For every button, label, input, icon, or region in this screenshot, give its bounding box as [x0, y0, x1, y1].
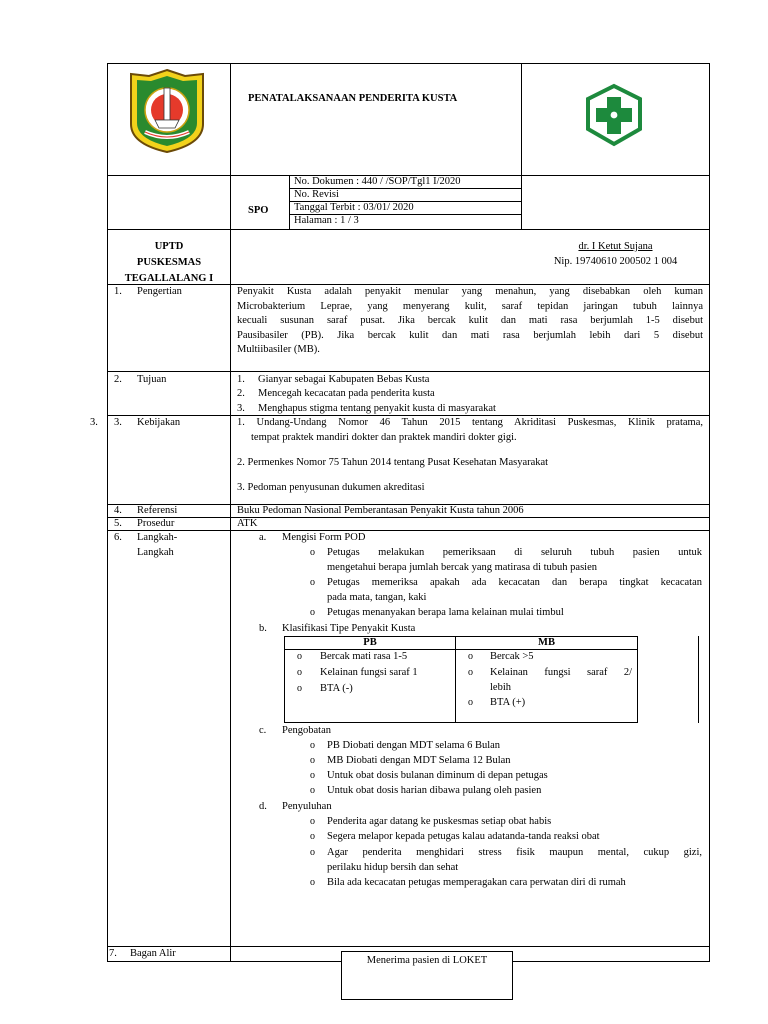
step-letter: a. — [259, 532, 267, 543]
bullet-icon: o — [310, 816, 315, 827]
signer-block — [522, 239, 709, 269]
bullet-icon: o — [310, 847, 315, 858]
bullet-icon: o — [297, 651, 302, 662]
section-number: 6. — [114, 532, 122, 543]
list-item: PB Diobati dengan MDT selama 6 Bulan — [327, 740, 501, 751]
bullet-icon: o — [468, 667, 473, 678]
list-item: Untuk obat dosis harian dibawa pulang oleh pasien — [327, 785, 542, 796]
section-number: 5. — [114, 518, 122, 529]
kebijakan-item-3: 3. Pedoman penyusunan dukumen akreditasi — [237, 482, 425, 493]
list-item: Agar penderita menghidari stress fisik maupun mental, cukup gizi, — [327, 847, 702, 858]
section-number: 2. — [114, 374, 122, 385]
bullet-icon: o — [297, 667, 302, 678]
bullet-icon: o — [310, 755, 315, 766]
column-header-pb: PB — [363, 637, 377, 648]
bullet-icon: o — [468, 651, 473, 662]
step-title: Klasifikasi Tipe Penyakit Kusta — [282, 623, 416, 634]
signer-name: dr. I Ketut Sujana — [578, 241, 653, 252]
list-item: Penderita agar datang ke puskesmas setiap obat habis — [327, 816, 552, 827]
list-item: 1. — [237, 374, 245, 385]
list-item: Bila ada kecacatan petugas memperagakan cara perwatan diri di rumah — [327, 877, 626, 888]
bullet-icon: o — [297, 683, 302, 694]
flowchart-box-label: Menerima pasien di LOKET — [366, 955, 488, 966]
section-number: 4. — [114, 505, 122, 516]
step-title: Penyuluhan — [282, 801, 332, 812]
section-label-langkah-2: Langkah — [137, 547, 174, 558]
bullet-icon: o — [310, 831, 315, 842]
list-item: 2. — [237, 388, 245, 399]
section-label-tujuan: Tujuan — [137, 374, 167, 385]
page-indicator: Halaman : 1 / 3 — [294, 215, 359, 226]
kebijakan-item-1-cont: tempat praktek mandiri dokter dan praktek mandiri dokter gigi. — [251, 432, 517, 443]
bullet-icon: o — [310, 577, 315, 588]
flowchart-box — [341, 951, 513, 1000]
step-title: Pengobatan — [282, 725, 331, 736]
section-label-bagan-alir: Bagan Alir — [130, 948, 176, 959]
doc-number: No. Dokumen : 440 / /SOP/Tgl1 I/2020 — [294, 176, 461, 187]
table-cell: BTA (+) — [490, 697, 526, 708]
kebijakan-item-2: 2. Permenkes Nomor 75 Tahun 2014 tentang Pusat Kesehatan Masyarakat — [237, 457, 549, 468]
document-title: PENATALAKSANAAN PENDERITA KUSTA — [248, 93, 458, 104]
bullet-icon: o — [310, 607, 315, 618]
list-item: Petugas melakukan pemeriksaan di seluruh tubuh pasien untuk — [327, 547, 702, 558]
list-item: perilaku hidup bersih dan sehat — [327, 862, 459, 873]
bullet-icon: o — [468, 697, 473, 708]
list-item: mengetahui berapa jumlah bercak yang matirasa di tubuh pasien — [327, 562, 597, 573]
step-letter: d. — [259, 801, 267, 812]
organization-name: UPTD PUSKESMAS TEGALLALANG I — [124, 241, 214, 284]
margin-number: 3. — [90, 417, 98, 428]
step-title: Mengisi Form POD — [282, 532, 366, 543]
list-item: Segera melapor kepada petugas kalau adatanda-tanda reaksi obat — [327, 831, 600, 842]
list-item: Petugas memeriksa apakah ada kecacatan dan berapa tingkat kecacatan — [327, 577, 702, 588]
section-number: 3. — [114, 417, 122, 428]
section-label-langkah: Langkah- — [137, 532, 178, 543]
kebijakan-item-1: 1. Undang-Undang Nomor 46 Tahun 2015 tentang Akriditasi Puskesmas, Klinik pratama, — [237, 417, 703, 428]
list-item: MB Diobati dengan MDT Selama 12 Bulan — [327, 755, 511, 766]
table-cell: lebih — [490, 682, 511, 693]
section-label-kebijakan: Kebijakan — [137, 417, 181, 428]
gianyar-regency-logo — [125, 66, 209, 154]
section-label-referensi: Referensi — [137, 505, 178, 516]
list-item: Gianyar sebagai Kabupaten Bebas Kusta — [258, 374, 430, 385]
table-cell: Bercak mati rasa 1-5 — [320, 651, 408, 662]
table-cell: Kelainan fungsi saraf 1 — [320, 667, 418, 678]
list-item: Menghapus stigma tentang penyakit kusta di masyarakat — [258, 403, 496, 414]
spo-label: SPO — [248, 205, 269, 216]
bullet-icon: o — [310, 740, 315, 751]
signer-nip: Nip. 19740610 200502 1 004 — [553, 256, 678, 267]
table-cell: Bercak >5 — [490, 651, 534, 662]
section-label-prosedur: Prosedur — [137, 518, 175, 529]
issue-date: Tanggal Terbit : 03/01/ 2020 — [294, 202, 414, 213]
column-header-mb: MB — [538, 637, 555, 648]
list-item: 3. — [237, 403, 245, 414]
revision-number: No. Revisi — [294, 189, 339, 200]
table-cell: BTA (-) — [320, 683, 353, 694]
list-item: Mencegah kecacatan pada penderita kusta — [258, 388, 435, 399]
referensi-text: Buku Pedoman Nasional Pemberantasan Penyakit Kusta tahun 2006 — [237, 505, 524, 516]
table-cell: Kelainan fungsi saraf 2/ — [490, 667, 632, 678]
pengertian-text: Penyakit Kusta adalah penyakit menular yang menahun, yang disebabkan oleh kuman Microbakterium Leprae, yang menyerang kulit, saraf tepidan jaringan tubuh lainnya kecuali susunan saraf pusat. Jika bercak kulit dan mati rasa berjumlah 1-5 disebut Pausibasiler (PB). Jika bercak kulit dan mati rasa berjumlah lebih dari 5 disebut Multiibasiler (MB). — [237, 286, 703, 355]
bullet-icon: o — [310, 785, 315, 796]
section-number: 1. — [114, 286, 122, 297]
list-item: pada mata, tangan, kaki — [327, 592, 427, 603]
bullet-icon: o — [310, 547, 315, 558]
list-item: Untuk obat dosis bulanan diminum di depan petugas — [327, 770, 548, 781]
section-label-pengertian: Pengertian — [137, 286, 182, 297]
step-letter: b. — [259, 623, 267, 634]
bullet-icon: o — [310, 877, 315, 888]
bullet-icon: o — [310, 770, 315, 781]
puskesmas-cross-logo — [583, 83, 645, 149]
step-letter: c. — [259, 725, 267, 736]
list-item: Petugas menanyakan berapa lama kelainan mulai timbul — [327, 607, 564, 618]
section-number: 7. — [109, 948, 117, 959]
prosedur-text: ATK — [237, 518, 258, 529]
